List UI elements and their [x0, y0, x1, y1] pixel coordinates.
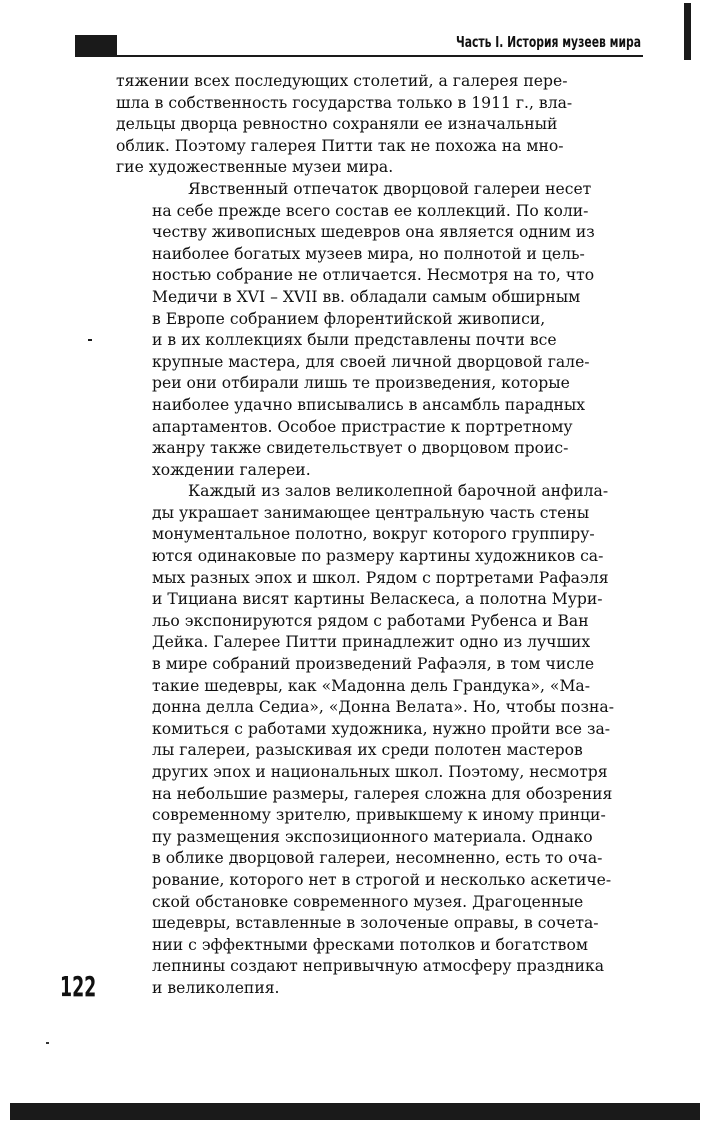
text-line: крупные мастера, для своей личной дворцовой гале-: [152, 352, 590, 371]
text-line: мых разных эпох и школ. Рядом с портретами Рафаэля: [152, 568, 609, 587]
text-line: хождении галереи.: [152, 460, 311, 479]
text-line: нии с эффектными фресками потолков и богатством: [152, 935, 588, 954]
text-line: монументальное полотно, вокруг которого группиру-: [152, 525, 595, 544]
scan-edge-mark: [684, 3, 691, 60]
text-line: в мире собраний произведений Рафаэля, в том числе: [152, 655, 595, 674]
text-line: ды украшает занимающее центральную часть стены: [152, 503, 590, 522]
text-line: донна делла Седиа», «Донна Велата». Но, чтобы позна-: [152, 698, 614, 717]
text-line: Медичи в XVI – XVII вв. обладали самым обширным: [152, 287, 581, 306]
text-line: комиться с работами художника, нужно пройти все за-: [152, 719, 611, 738]
text-line: облик. Поэтому галерея Питти так не похожа на мно-: [116, 136, 564, 155]
header-block-marker: [75, 35, 117, 55]
text-line: гие художественные музеи мира.: [116, 158, 394, 177]
text-line: и Тициана висят картины Веласкеса, а полотна Мури-: [152, 590, 603, 609]
text-line: наиболее богатых музеев мира, но полнотой и цель-: [152, 244, 585, 263]
paragraph-1: [116, 71, 641, 179]
text-line: других эпох и национальных школ. Поэтому, несмотря: [152, 763, 608, 781]
text-line: пу размещения экспозиционного материала. Однако: [152, 827, 593, 846]
scan-speck: [46, 1042, 49, 1044]
text-line: шедевры, вставленные в золоченые оправы, в сочета-: [152, 914, 599, 933]
text-line: жанру также свидетельствует о дворцовом проис-: [152, 439, 569, 458]
text-line: лепнины создают непривычную атмосферу праздника: [152, 957, 605, 976]
page-body: [116, 71, 641, 1000]
page-number: 122: [60, 970, 97, 1003]
text-line: на себе прежде всего состав ее коллекций. По коли-: [152, 201, 589, 220]
text-line: реи они отбирали лишь те произведения, которые: [152, 374, 570, 393]
text-line: ются одинаковые по размеру картины художников са-: [152, 547, 604, 566]
text-line: Явственный отпечаток дворцовой галереи несет: [188, 179, 592, 198]
text-line: шла в собственность государства только в 1911 г., вла-: [116, 93, 573, 112]
text-line: ской обстановке современного музея. Драгоценные: [152, 892, 584, 911]
text-line: и великолепия.: [152, 978, 280, 997]
text-line: лы галереи, разыскивая их среди полотен мастеров: [152, 741, 583, 760]
margin-mark: [88, 339, 92, 341]
text-line: современному зрителю, привыкшему к иному принци-: [152, 806, 606, 825]
text-line: и в их коллекциях были представлены почти все: [152, 331, 557, 350]
text-line: Каждый из залов великолепной барочной анфила-: [188, 482, 609, 501]
running-title: Часть I. История музеев мира: [455, 33, 641, 51]
text-line: в Европе собранием флорентийской живописи,: [152, 309, 546, 328]
text-line: на небольшие размеры, галерея сложна для обозрения: [152, 784, 613, 803]
text-line: такие шедевры, как «Мадонна дель Грандука», «Ма-: [152, 676, 590, 695]
bottom-scan-bar: [10, 1103, 700, 1120]
paragraph-3: [116, 481, 641, 999]
header-rule: [75, 55, 643, 57]
paragraph-2: [116, 179, 641, 481]
text-line: наиболее удачно вписывались в ансамбль парадных: [152, 395, 586, 414]
text-line: льо экспонируются рядом с работами Рубенса и Ван: [152, 611, 589, 630]
text-line: честву живописных шедевров она является одним из: [152, 223, 595, 242]
text-line: тяжении всех последующих столетий, а галерея пере-: [116, 72, 568, 90]
text-line: дельцы дворца ревностно сохраняли ее изначальный: [116, 115, 558, 134]
text-line: в облике дворцовой галереи, несомненно, есть то оча-: [152, 849, 603, 868]
text-line: Дейка. Галерее Питти принадлежит одно из лучших: [152, 633, 591, 652]
text-line: апартаментов. Особое пристрастие к портретному: [152, 417, 573, 436]
text-line: рование, которого нет в строгой и несколько аскетиче-: [152, 870, 612, 889]
text-line: ностью собрание не отличается. Несмотря на то, что: [152, 266, 595, 285]
